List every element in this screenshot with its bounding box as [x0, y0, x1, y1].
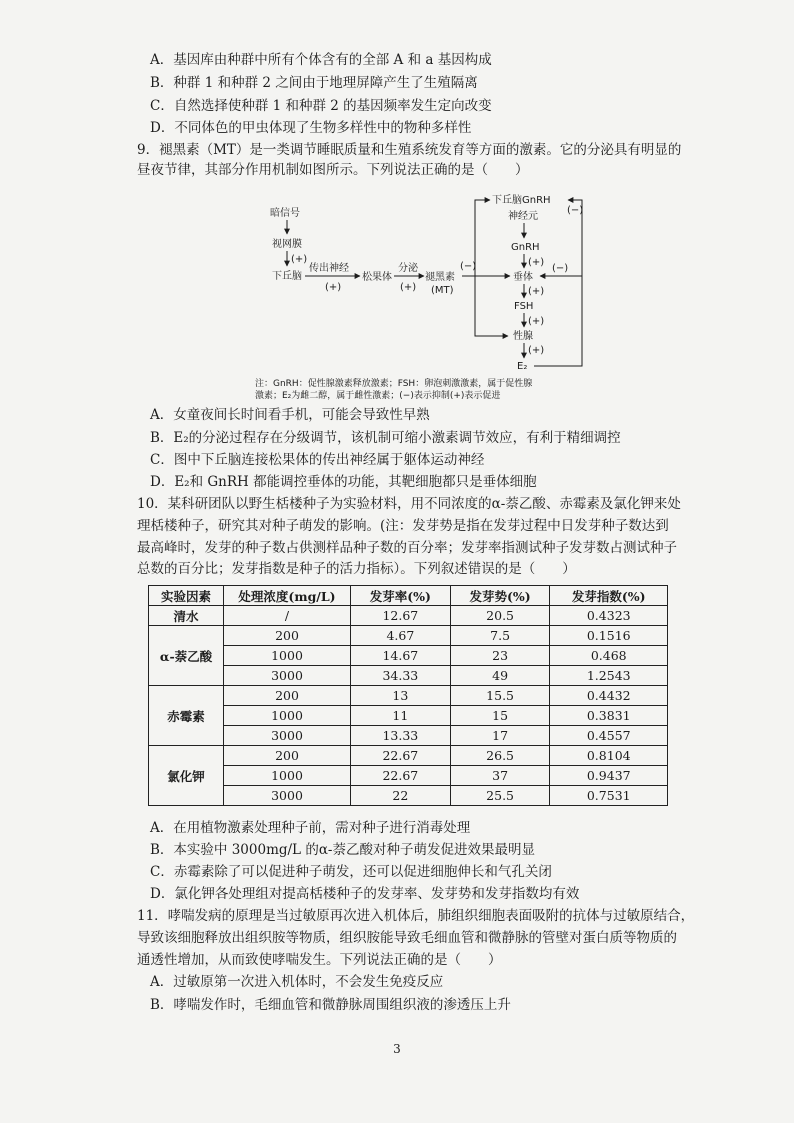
- table-cell: 17: [450, 726, 550, 746]
- table-cell: /: [224, 606, 351, 626]
- table-row: [149, 606, 668, 626]
- table-cell: 3000: [224, 786, 351, 806]
- label-gonad-plus: (+): [528, 345, 545, 356]
- table-row: [149, 666, 668, 686]
- table-cell: 3000: [224, 726, 351, 746]
- q11-stem-line1: 11．哮喘发病的原理是当过敏原再次进入机体后，肺组织细胞表面吸附的抗体与过敏原结合，: [137, 908, 695, 924]
- table-cell: 11: [351, 706, 451, 726]
- table-cell: 0.468: [550, 646, 668, 666]
- table-cell: 0.4432: [550, 686, 668, 706]
- table-cell: 0.4323: [550, 606, 668, 626]
- table-cell: 22.67: [351, 746, 451, 766]
- label-dark-signal: 暗信号: [270, 208, 300, 219]
- table-cell: 26.5: [450, 746, 550, 766]
- label-fsh-plus: (+): [528, 316, 545, 327]
- col-header-factor: 实验因素: [149, 586, 224, 606]
- label-pituitary-plus: (+): [528, 286, 545, 297]
- table-row: [149, 686, 668, 706]
- table-cell: 0.3831: [550, 706, 668, 726]
- table-row: [149, 706, 668, 726]
- table-cell: 4.67: [351, 626, 451, 646]
- label-gnrh-plus: (+): [528, 257, 545, 268]
- q10-stem-line3: 最高峰时，发芽的种子数占供测样品种子数的百分率；发芽率指测试种子发芽数占测试种子: [137, 540, 677, 556]
- page-number: 3: [393, 1042, 401, 1056]
- table-cell: 200: [224, 626, 351, 646]
- table-cell: 200: [224, 746, 351, 766]
- label-pituitary: 垂体: [513, 272, 533, 283]
- label-pineal: 松果体: [362, 272, 392, 283]
- q9-option-c: C．图中下丘脑连接松果体的传出神经属于躯体运动神经: [150, 452, 485, 468]
- table-cell: 15.5: [450, 686, 550, 706]
- label-melatonin: 褪黑素: [425, 272, 455, 283]
- q8-option-d: D．不同体色的甲虫体现了生物多样性中的物种多样性: [150, 120, 472, 136]
- label-feedback-minus-top: (−): [567, 205, 584, 216]
- factor-cell: 赤霉素: [149, 686, 224, 746]
- label-neuron: 神经元: [508, 211, 538, 222]
- label-gonad: 性腺: [513, 331, 533, 342]
- table-cell: 200: [224, 686, 351, 706]
- q8-option-b: B．种群 1 和种群 2 之间由于地理屏障产生了生殖隔离: [150, 75, 478, 91]
- table-cell: 25.5: [450, 786, 550, 806]
- label-hypothalamus: 下丘脑: [272, 271, 302, 282]
- label-nerve-plus: (+): [325, 282, 342, 293]
- label-fsh: FSH: [514, 301, 534, 312]
- table-row: [149, 626, 668, 646]
- table-header-row: [149, 586, 668, 606]
- col-header-germination-rate: 发芽率(%): [351, 586, 451, 606]
- table-cell: 1000: [224, 766, 351, 786]
- q10-stem-line4: 总数的百分比；发芽指数是种子的活力指标）。下列叙述错误的是（ ）: [137, 561, 576, 577]
- table-cell: 0.7531: [550, 786, 668, 806]
- q9-stem-line2: 昼夜节律，其部分作用机制如图所示。下列说法正确的是（ ）: [137, 162, 529, 178]
- table-row: [149, 766, 668, 786]
- label-efferent-nerve: 传出神经: [309, 263, 349, 274]
- q10-option-a: A．在用植物激素处理种子前，需对种子进行消毒处理: [150, 820, 471, 836]
- table-cell: 0.1516: [550, 626, 668, 646]
- table-cell: 3000: [224, 666, 351, 686]
- table-cell: 0.8104: [550, 746, 668, 766]
- factor-cell: 氯化钾: [149, 746, 224, 806]
- q11-option-b: B．哮喘发作时，毛细血管和微静脉周围组织液的渗透压上升: [150, 997, 511, 1013]
- q10-stem-line2: 理栝楼种子，研究其对种子萌发的影响。(注：发芽势是指在发芽过程中日发芽种子数达到: [137, 518, 669, 534]
- q9-option-a: A．女童夜间长时间看手机，可能会导致性早熟: [150, 407, 430, 423]
- table-cell: 13: [351, 686, 451, 706]
- table-row: [149, 746, 668, 766]
- table-cell: 49: [450, 666, 550, 686]
- table-cell: 12.67: [351, 606, 451, 626]
- table-cell: 7.5: [450, 626, 550, 646]
- table-cell: 20.5: [450, 606, 550, 626]
- factor-cell: 清水: [149, 606, 224, 626]
- q11-stem-line3: 通透性增加，从而致使哮喘发生。下列说法正确的是（ ）: [137, 952, 502, 968]
- mt-mechanism-diagram: [0, 0, 794, 420]
- label-secrete-plus: (+): [400, 282, 417, 293]
- table-cell: 23: [450, 646, 550, 666]
- germination-table: [148, 585, 668, 806]
- table-cell: 37: [450, 766, 550, 786]
- q10-stem-line1: 10．某科研团队以野生栝楼种子为实验材料，用不同浓度的α-萘乙酸、赤霉素及氯化钾来处: [137, 496, 681, 512]
- table-cell: 0.4557: [550, 726, 668, 746]
- q8-option-c: C．自然选择使种群 1 和种群 2 的基因频率发生定向改变: [150, 98, 492, 114]
- label-mt-minus: (−): [460, 261, 477, 272]
- table-cell: 1.2543: [550, 666, 668, 686]
- q9-option-d: D．E₂和 GnRH 都能调控垂体的功能，其靶细胞都只是垂体细胞: [150, 474, 537, 490]
- col-header-concentration: 处理浓度(mg/L): [224, 586, 351, 606]
- q9-stem-line1: 9．褪黑素（MT）是一类调节睡眠质量和生殖系统发育等方面的激素。它的分泌具有明显的: [137, 142, 682, 158]
- q8-option-a: A．基因库由种群中所有个体含有的全部 A 和 a 基因构成: [150, 52, 492, 68]
- table-cell: 34.33: [351, 666, 451, 686]
- label-feedback-minus-mid: (−): [552, 263, 569, 274]
- q10-option-d: D．氯化钾各处理组对提高栝楼种子的发芽率、发芽势和发芽指数均有效: [150, 886, 580, 902]
- col-header-germination-index: 发芽指数(%): [550, 586, 668, 606]
- diagram-note-line2: 激素；E₂为雌二醇，属于雌性激素；(−)表示抑制(+)表示促进: [255, 391, 501, 401]
- table-cell: 0.9437: [550, 766, 668, 786]
- q11-option-a: A．过敏原第一次进入机体时，不会发生免疫反应: [150, 974, 444, 990]
- q11-stem-line2: 导致该细胞释放出组织胺等物质，组织胺能导致毛细血管和微静脉的管壁对蛋白质等物质的: [137, 930, 677, 946]
- col-header-germination-energy: 发芽势(%): [450, 586, 550, 606]
- q10-option-b: B．本实验中 3000mg/L 的α-萘乙酸对种子萌发促进效果最明显: [150, 842, 535, 858]
- table-cell: 15: [450, 706, 550, 726]
- label-e2: E₂: [517, 361, 528, 372]
- table-cell: 14.67: [351, 646, 451, 666]
- factor-cell: α-萘乙酸: [149, 626, 224, 686]
- table-cell: 1000: [224, 706, 351, 726]
- label-hyp-gnrh: 下丘脑GnRH: [492, 195, 551, 206]
- q10-option-c: C．赤霉素除了可以促进种子萌发，还可以促进细胞伸长和气孔关闭: [150, 864, 552, 880]
- table-row: [149, 726, 668, 746]
- table-row: [149, 786, 668, 806]
- table-cell: 1000: [224, 646, 351, 666]
- table-row: [149, 646, 668, 666]
- label-gnrh: GnRH: [511, 242, 540, 253]
- table-cell: 22: [351, 786, 451, 806]
- label-retina: 视网膜: [272, 239, 302, 250]
- label-retina-plus: (+): [291, 254, 308, 265]
- label-mt-abbr: (MT): [431, 285, 454, 296]
- table-cell: 22.67: [351, 766, 451, 786]
- table-cell: 13.33: [351, 726, 451, 746]
- q9-option-b: B．E₂的分泌过程存在分级调节，该机制可缩小激素调节效应，有利于精细调控: [150, 430, 621, 446]
- diagram-note-line1: 注：GnRH：促性腺激素释放激素；FSH：卵泡刺激激素，属于促性腺: [255, 379, 533, 389]
- label-secrete: 分泌: [398, 263, 418, 274]
